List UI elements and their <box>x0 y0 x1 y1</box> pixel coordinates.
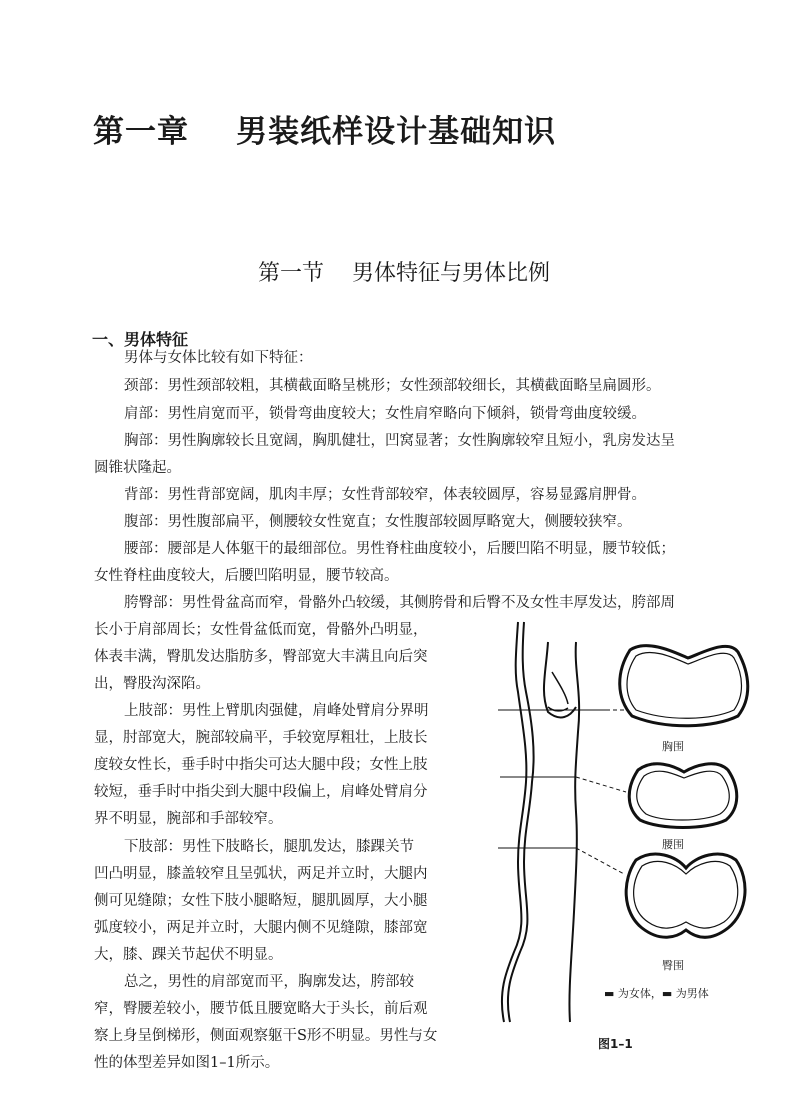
subsection-heading: 一、男体特征 <box>92 330 189 349</box>
paragraph-line: 度较女性长，垂手时中指尖可达大腿中段；女性上肢 <box>94 757 428 773</box>
paragraph-line: 下肢部：男性下肢略长，腿肌发达，膝踝关节 <box>124 839 414 855</box>
paragraph-line: 体表丰满，臀肌发达脂肪多，臀部宽大丰满且向后突 <box>94 649 428 665</box>
paragraph-line: 胸部：男性胸廓较长且宽阔，胸肌健壮，凹窝显著；女性胸廓较窄且短小，乳房发达呈 <box>124 433 675 449</box>
paragraph-line: 男体与女体比较有如下特征： <box>124 350 313 366</box>
paragraph-line: 出，臀股沟深陷。 <box>94 676 210 692</box>
chest-caption: 胸围 <box>662 740 684 753</box>
paragraph-line: 圆锥状隆起。 <box>94 460 181 476</box>
figure-label: 图1–1 <box>598 1037 633 1051</box>
body-silhouette <box>502 622 579 1022</box>
paragraph-line: 上肢部：男性上臂肌肉强健，肩峰处臂肩分界明 <box>124 703 429 719</box>
paragraph-line: 女性脊柱曲度较大，后腰凹陷明显，腰节较高。 <box>94 568 399 584</box>
paragraph-line: 窄，臀腰差较小，腰节低且腰宽略大于头长，前后观 <box>94 1001 428 1017</box>
paragraph-line: 界不明显，腕部和手部较窄。 <box>94 811 283 827</box>
paragraph-line: 颈部：男性颈部较粗，其横截面略呈桃形；女性颈部较细长，其横截面略呈扁圆形。 <box>124 378 661 394</box>
paragraph-line: 侧可见缝隙；女性下肢小腿略短，腿肌圆厚，大小腿 <box>94 893 428 909</box>
hip-caption: 臀围 <box>662 959 684 972</box>
figure-legend: ▬ 为女体，▬ 为男体 <box>604 987 709 1000</box>
paragraph-line: 腰部：腰部是人体躯干的最细部位。男性脊柱曲度较小，后腰凹陷不明显，腰节较低； <box>124 541 675 557</box>
paragraph-line: 长小于肩部周长；女性骨盆低而宽，骨骼外凸明显， <box>94 622 428 638</box>
hip-section <box>626 854 745 937</box>
paragraph-line: 胯臀部：男性骨盆高而窄，骨骼外凸较缓，其侧胯骨和后臀不及女性丰厚发达，胯部周 <box>124 595 675 611</box>
paragraph-line: 察上身呈倒梯形，侧面观察躯干S形不明显。男性与女 <box>94 1028 438 1044</box>
waist-caption: 腰围 <box>662 838 684 851</box>
paragraph-line: 凹凸明显，膝盖较窄且呈弧状，两足并立时，大腿内 <box>94 866 428 882</box>
paragraph-line: 性的体型差异如图1–1所示。 <box>94 1055 280 1071</box>
paragraph-line: 弧度较小，两足并立时，大腿内侧不见缝隙，膝部宽 <box>94 920 428 936</box>
paragraph-line: 大，膝、踝关节起伏不明显。 <box>94 947 283 963</box>
paragraph-line: 肩部：男性肩宽而平，锁骨弯曲度较大；女性肩窄略向下倾斜，锁骨弯曲度较缓。 <box>124 406 646 422</box>
chest-section <box>620 646 748 726</box>
paragraph-line: 总之，男性的肩部宽而平，胸廓发达，胯部较 <box>124 974 414 990</box>
paragraph-line: 腹部：男性腹部扁平，侧腰较女性宽直；女性腹部较圆厚略宽大，侧腰较狭窄。 <box>124 514 632 530</box>
paragraph-line: 背部：男性背部宽阔，肌肉丰厚；女性背部较窄，体表较圆厚，容易显露肩胛骨。 <box>124 487 646 503</box>
paragraph-line: 较短，垂手时中指尖到大腿中段偏上，肩峰处臂肩分 <box>94 784 428 800</box>
waist-section <box>629 764 737 828</box>
chapter-title: 第一章 男装纸样设计基础知识 <box>93 114 557 150</box>
paragraph-line: 显，肘部宽大，腕部较扁平，手较宽厚粗壮，上肢长 <box>94 730 428 746</box>
